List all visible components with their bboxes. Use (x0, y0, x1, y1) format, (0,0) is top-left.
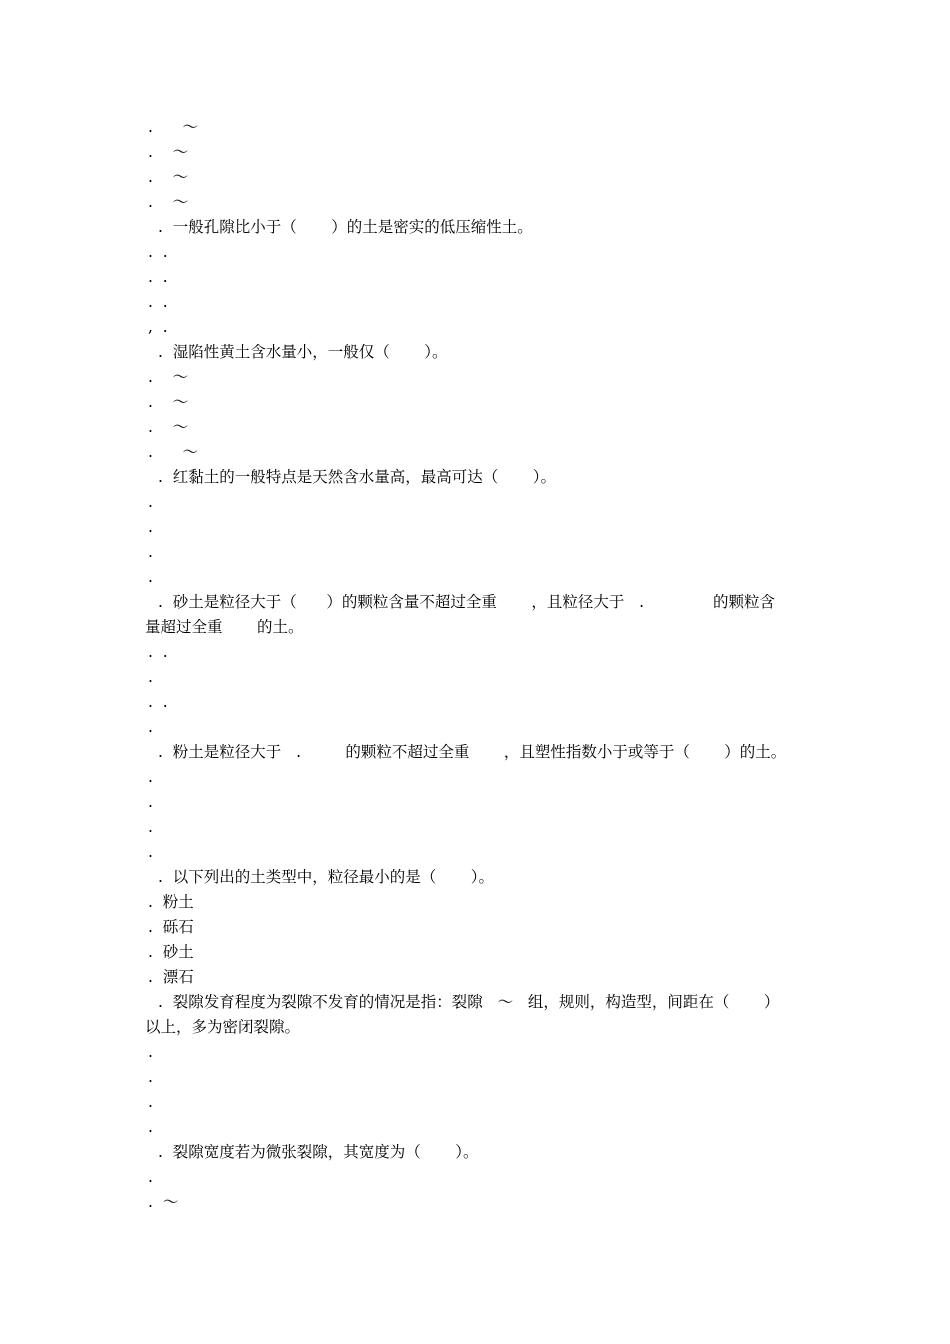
question-line: . 红黏土的一般特点是天然含水量高，最高可达（ ）。 (158, 468, 557, 486)
option-line: . (148, 793, 153, 811)
question-line: . 一般孔隙比小于（ ）的土是密实的低压缩性土。 (158, 218, 533, 236)
option-line: . (148, 543, 153, 561)
question-line: . 裂隙宽度若为微张裂隙，其宽度为（ ）。 (158, 1143, 479, 1161)
option-line: . (148, 1168, 153, 1186)
option-line: . (148, 668, 153, 686)
question-continuation: 量超过全重 的土。 (145, 618, 304, 636)
option-line: . (148, 568, 153, 586)
option-line: . . (148, 293, 168, 311)
option-line: . ～ (148, 168, 189, 186)
option-line: . ～ (148, 418, 189, 436)
option-line: . ～ (148, 193, 189, 211)
question-line: . 以下列出的土类型中，粒径最小的是（ ）。 (158, 868, 495, 886)
option-line: . 砾石 (148, 918, 194, 936)
option-line: . ～ (148, 118, 198, 136)
option-line: . ～ (148, 368, 189, 386)
option-line: . ～ (148, 1193, 179, 1211)
option-line: . 漂石 (148, 968, 194, 986)
option-line: , . (148, 318, 168, 336)
option-line: . . (148, 693, 168, 711)
question-continuation: 以上，多为密闭裂隙。 (145, 1018, 301, 1036)
option-line: . (148, 1118, 153, 1136)
option-line: . . (148, 643, 168, 661)
option-line: . 粉土 (148, 893, 194, 911)
option-line: . ～ (148, 443, 198, 461)
option-line: . (148, 843, 153, 861)
option-line: . (148, 493, 153, 511)
option-line: . (148, 1043, 153, 1061)
option-line: . . (148, 243, 168, 261)
option-line: . (148, 818, 153, 836)
option-line: . . (148, 268, 168, 286)
question-line: . 湿陷性黄土含水量小，一般仅（ ）。 (158, 343, 448, 361)
option-line: . ～ (148, 393, 189, 411)
option-line: . (148, 718, 153, 736)
option-line: . (148, 1093, 153, 1111)
question-line: . 粉土是粒径大于 . 的颗粒不超过全重 ，且塑性指数小于或等于（ ）的土。 (158, 743, 787, 761)
question-line: . 砂土是粒径大于（ ）的颗粒含量不超过全重 ，且粒径大于 . 的颗粒含 (158, 593, 776, 611)
option-line: . (148, 518, 153, 536)
option-line: . ～ (148, 143, 189, 161)
option-line: . 砂土 (148, 943, 194, 961)
question-line: . 裂隙发育程度为裂隙不发育的情况是指：裂隙 ～ 组，规则，构造型，间距在（ ） (158, 993, 780, 1011)
option-line: . (148, 1068, 153, 1086)
option-line: . (148, 768, 153, 786)
